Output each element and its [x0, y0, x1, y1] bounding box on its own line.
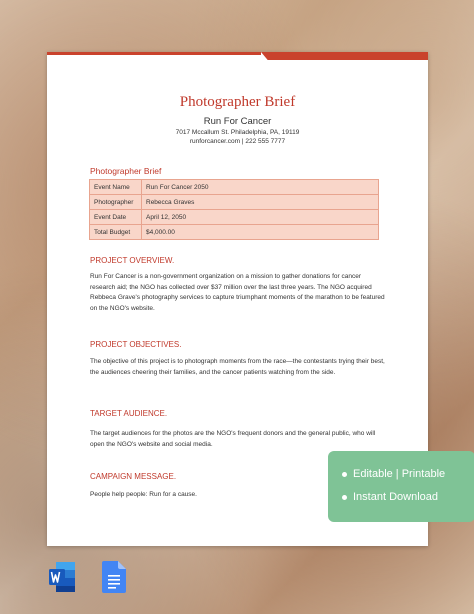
feature-label: Instant Download	[353, 491, 438, 503]
contact-line: runforcancer.com | 222 555 7777	[189, 138, 286, 145]
table-key: Event Name	[90, 180, 142, 195]
section-body-campaign: People help people: Run for a cause.	[90, 491, 197, 498]
table-row	[90, 180, 379, 195]
google-docs-icon[interactable]	[102, 561, 126, 593]
table-value: Run For Cancer 2050	[142, 180, 379, 195]
document-title: Photographer Brief	[179, 94, 296, 110]
feature-download	[342, 491, 438, 503]
table-row	[90, 225, 379, 240]
table-heading: Photographer Brief	[90, 166, 162, 176]
table-key: Photographer	[90, 195, 142, 210]
table-value: $4,000.00	[142, 225, 379, 240]
bullet-icon	[342, 472, 347, 477]
feature-editable	[342, 468, 445, 480]
features-badge	[328, 451, 474, 522]
section-title-objectives: PROJECT OBJECTIVES.	[90, 340, 182, 349]
address-line: 7017 Mccallum St. Philadelphia, PA, 19119	[175, 129, 300, 136]
section-title-audience: TARGET AUDIENCE.	[90, 409, 168, 418]
header-accent-bar	[47, 52, 428, 60]
brief-table	[89, 179, 379, 240]
bullet-icon	[342, 495, 347, 500]
table-row	[90, 195, 379, 210]
section-title-overview: PROJECT OVERVIEW.	[90, 256, 175, 265]
microsoft-word-icon[interactable]	[48, 561, 76, 593]
section-body-overview: Run For Cancer is a non-government organization on a mission to gather donations for cancer research aid; the NGO has collected over $37 million over the last three years. The NGO acquired Rebbeca Grave's photography services to capture triumphant moments of the marathon to be featured on the NGO's website.	[90, 273, 385, 312]
section-body-audience: The target audiences for the photos are the NGO's frequent donors and the general public, who will open the NGO's website and social media.	[90, 430, 376, 448]
table-row	[90, 210, 379, 225]
feature-label: Editable | Printable	[353, 468, 446, 480]
table-value: April 12, 2050	[142, 210, 379, 225]
table-key: Event Date	[90, 210, 142, 225]
section-title-campaign: CAMPAIGN MESSAGE.	[90, 472, 177, 481]
table-key: Total Budget	[90, 225, 142, 240]
document-subtitle: Run For Cancer	[203, 116, 272, 127]
section-body-objectives: The objective of this project is to photograph moments from the race—the contestants trying their best, the audiences cheering their families, and the cancer patients watching from the side.	[90, 358, 385, 376]
table-value: Rebecca Graves	[142, 195, 379, 210]
